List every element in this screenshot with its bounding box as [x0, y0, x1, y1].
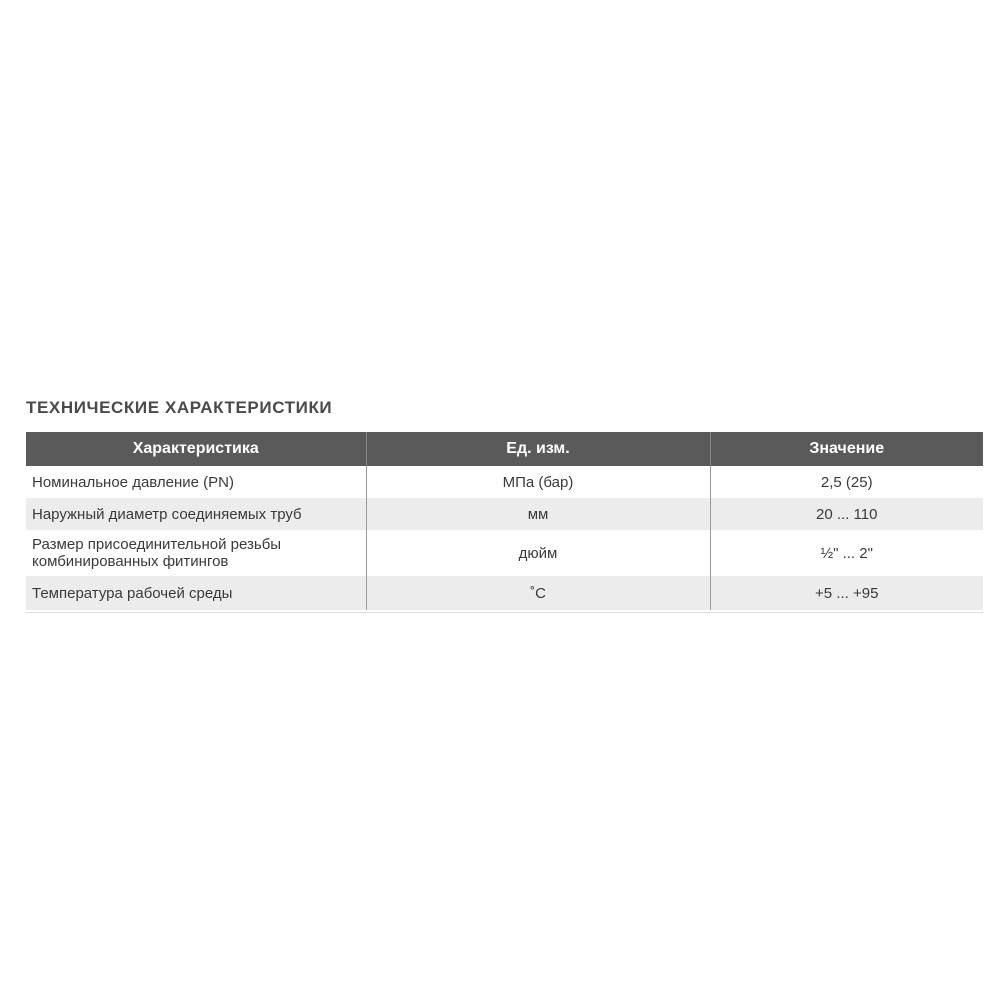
- cell-value: ½" ... 2": [710, 530, 983, 576]
- cell-characteristic: Номинальное давление (PN): [26, 466, 366, 498]
- header-unit: Ед. изм.: [366, 432, 710, 466]
- cell-characteristic: Температура рабочей среды: [26, 576, 366, 610]
- cell-value: +5 ... +95: [710, 576, 983, 610]
- cell-unit: МПа (бар): [366, 466, 710, 498]
- cell-characteristic: [26, 530, 366, 576]
- table-body: [26, 466, 983, 610]
- header-characteristic: Характеристика: [26, 432, 366, 466]
- specifications-table: [26, 432, 983, 610]
- cell-value: 20 ... 110: [710, 498, 983, 530]
- cell-characteristic-line2: комбинированных фитингов: [32, 553, 229, 570]
- cell-characteristic-line1: Размер присоединительной резьбы: [32, 536, 282, 553]
- table-header: [26, 432, 983, 466]
- cell-unit: дюйм: [366, 530, 710, 576]
- table-row: [26, 466, 983, 498]
- table-bottom-border: [26, 612, 983, 613]
- table-row: [26, 530, 983, 576]
- header-row: [26, 432, 983, 466]
- header-value: Значение: [710, 432, 983, 466]
- cell-unit: мм: [366, 498, 710, 530]
- table-row: [26, 498, 983, 530]
- cell-value: 2,5 (25): [710, 466, 983, 498]
- section-title: ТЕХНИЧЕСКИЕ ХАРАКТЕРИСТИКИ: [26, 398, 333, 417]
- table-row: [26, 576, 983, 610]
- cell-characteristic: Наружный диаметр соединяемых труб: [26, 498, 366, 530]
- cell-unit: ˚С: [366, 576, 710, 610]
